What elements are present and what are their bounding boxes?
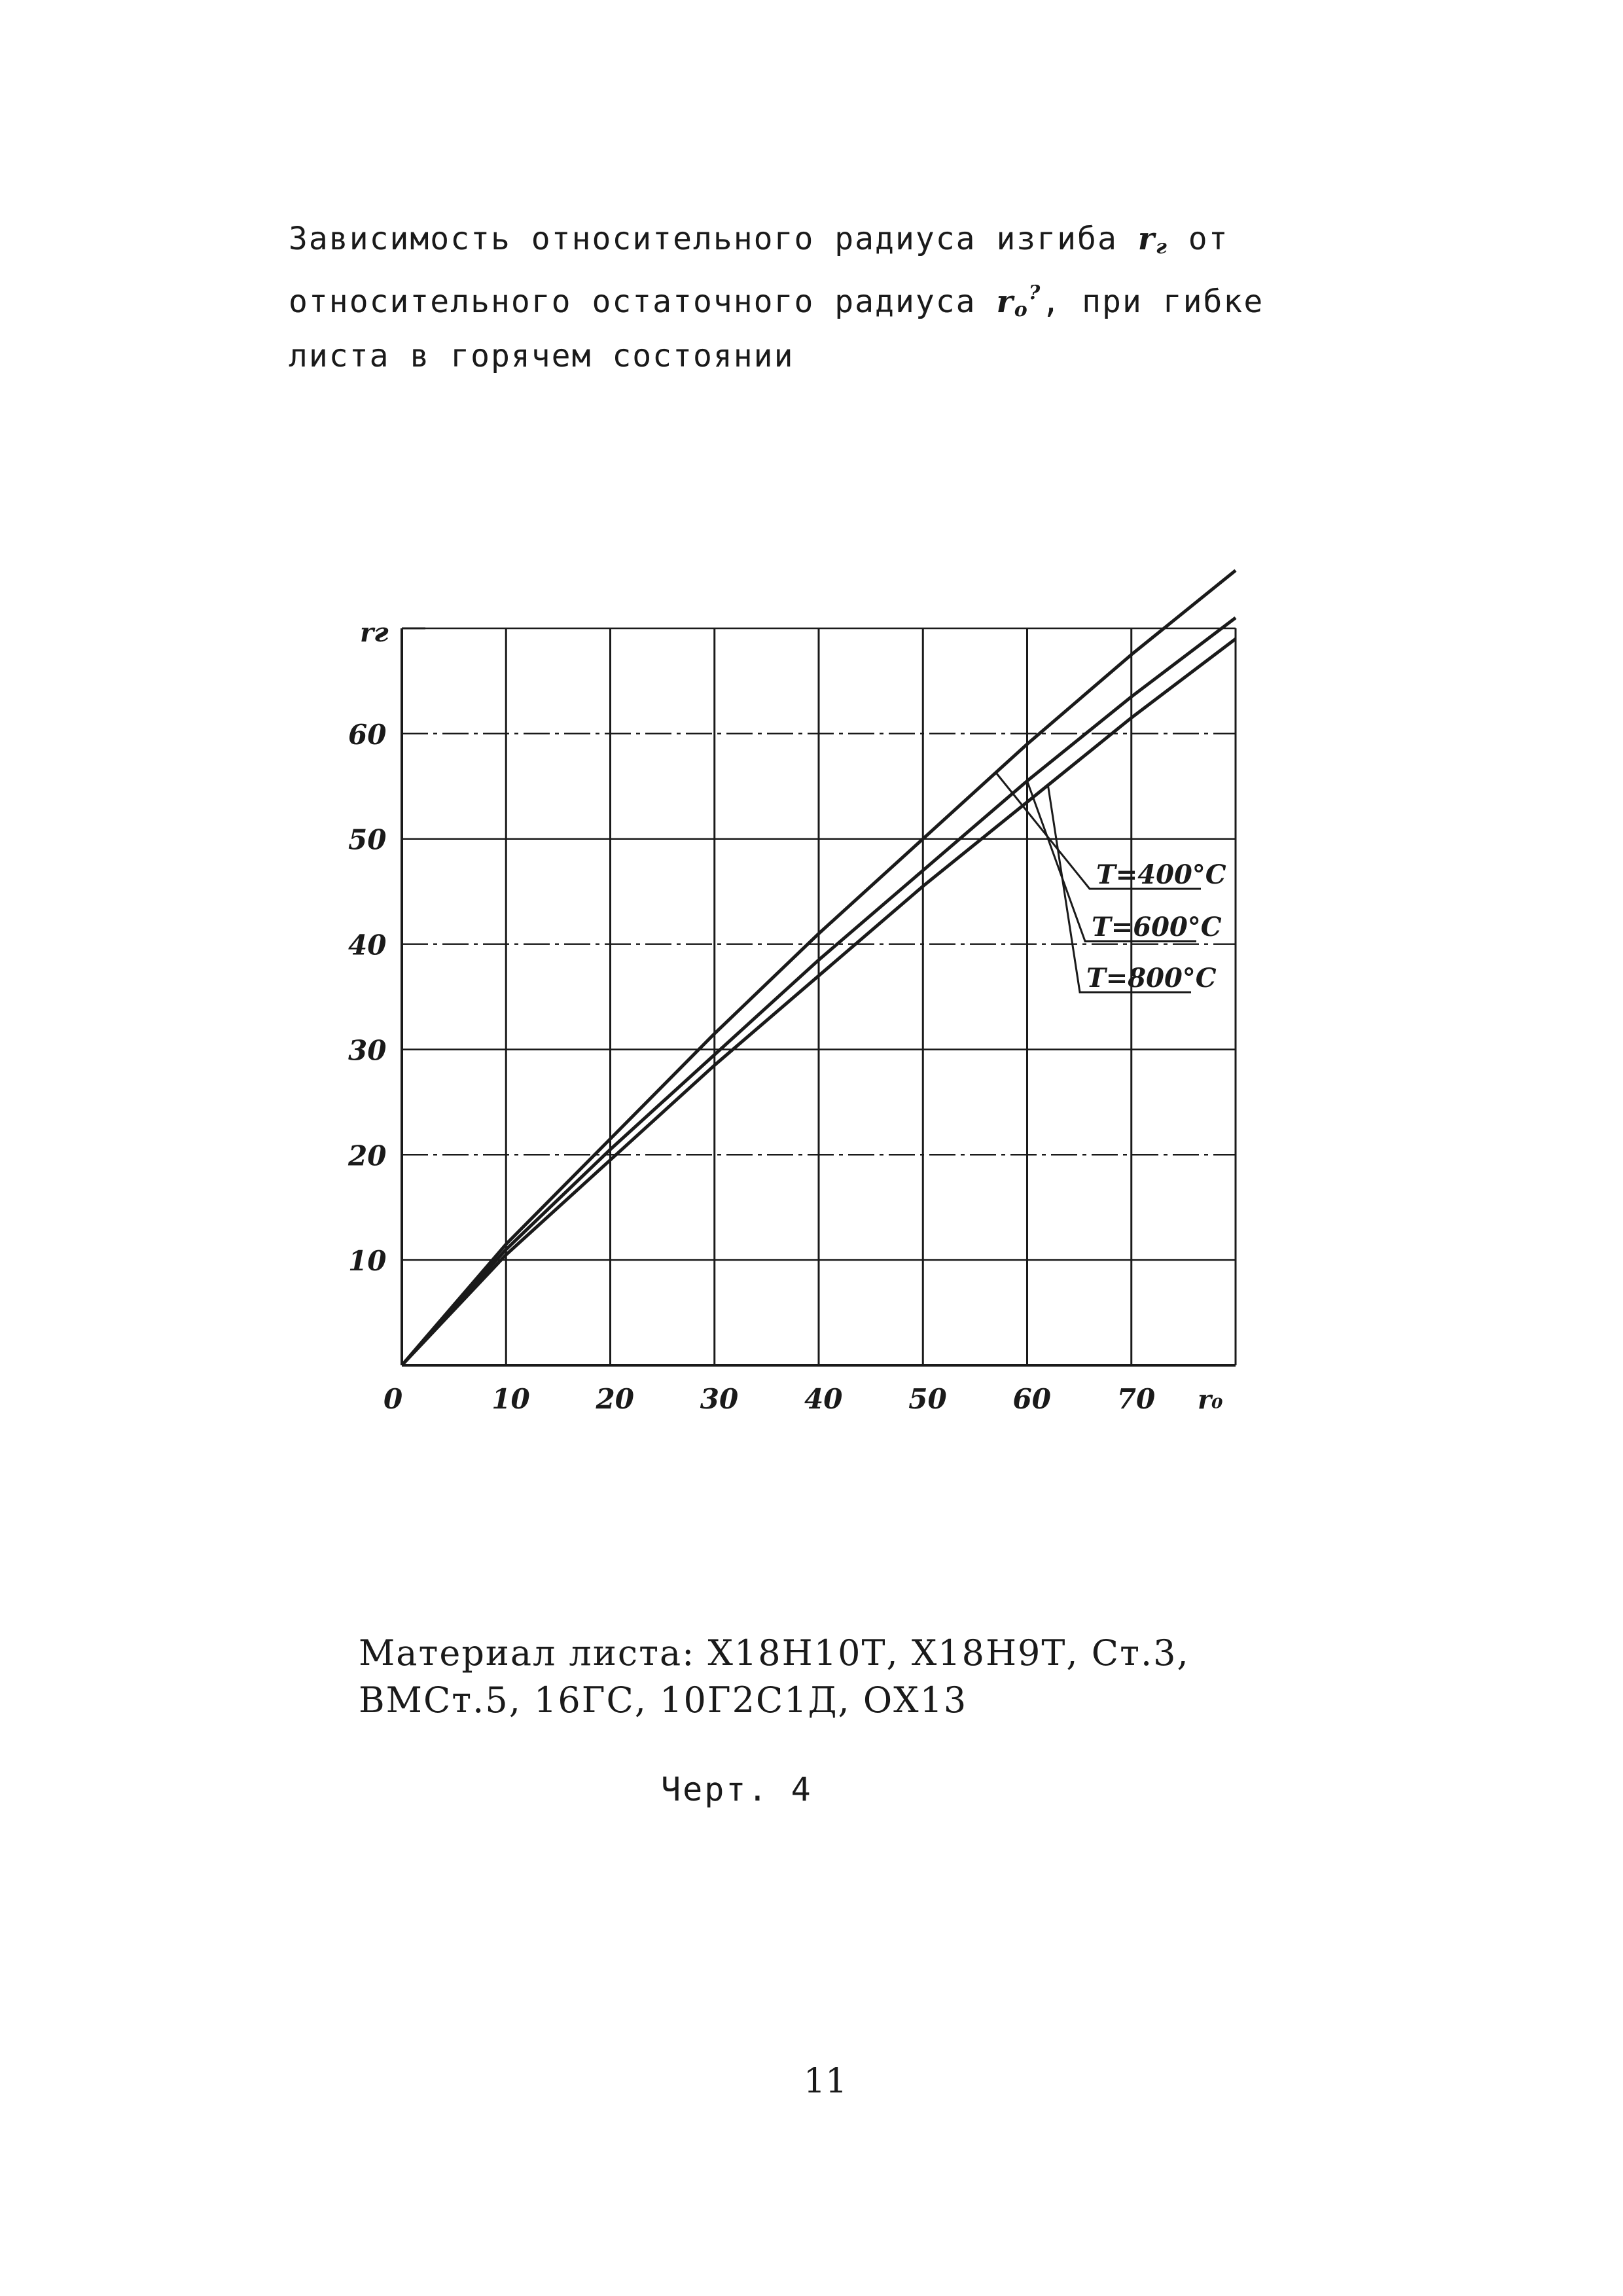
y-tick-label-20: 20 xyxy=(348,1139,387,1172)
legend-label-1: T=400°C xyxy=(1096,859,1226,890)
grid xyxy=(402,628,1236,1365)
material-caption xyxy=(359,1630,1340,1724)
y-tick-label-10: 10 xyxy=(348,1245,387,1278)
page-number: 11 xyxy=(804,2062,847,2101)
caption-line-2: ВМСт.5, 16ГС, 10Г2С1Д, ОХ13 xyxy=(359,1679,968,1721)
symbol-r-bend: $r_г$ xyxy=(1137,221,1168,259)
legend-labels xyxy=(996,772,1226,994)
symbol-r-residual: $r_о^?$ xyxy=(996,281,1042,321)
legend-label-3: T=800°C xyxy=(1086,963,1217,994)
y-tick-label-40: 40 xyxy=(348,929,387,961)
x-tick-label-60: 60 xyxy=(1012,1383,1051,1415)
y-axis-label: rг xyxy=(360,617,389,648)
x-axis-label: r₀ xyxy=(1198,1384,1223,1415)
y-tick-label-60: 60 xyxy=(348,718,387,751)
caption-line-1: Материал листа: Х18Н10Т, Х18Н9Т, Ст.3, xyxy=(359,1632,1190,1674)
axis-ticks xyxy=(348,719,1155,1415)
figure-label: Черт. 4 xyxy=(661,1770,813,1808)
title-line-1: Зависимость относительного радиуса изгиба $r_г$ от xyxy=(289,221,1229,259)
x-tick-label-10: 10 xyxy=(491,1383,530,1415)
x-tick-label-30: 30 xyxy=(700,1383,739,1415)
y-tick-label-50: 50 xyxy=(348,823,387,856)
x-tick-label-20: 20 xyxy=(596,1383,634,1415)
y-tick-label-30: 30 xyxy=(348,1034,387,1067)
x-tick-label-50: 50 xyxy=(908,1383,947,1415)
title-line-3: листа в горячем состоянии xyxy=(289,338,794,374)
x-tick-label-0: 0 xyxy=(383,1383,403,1415)
title-line-2: относительного остаточного радиуса $r_о^?$, при гибке xyxy=(289,281,1264,321)
legend-label-2: T=600°C xyxy=(1092,912,1222,942)
x-tick-label-40: 40 xyxy=(804,1383,843,1415)
x-tick-label-70: 70 xyxy=(1116,1383,1156,1415)
